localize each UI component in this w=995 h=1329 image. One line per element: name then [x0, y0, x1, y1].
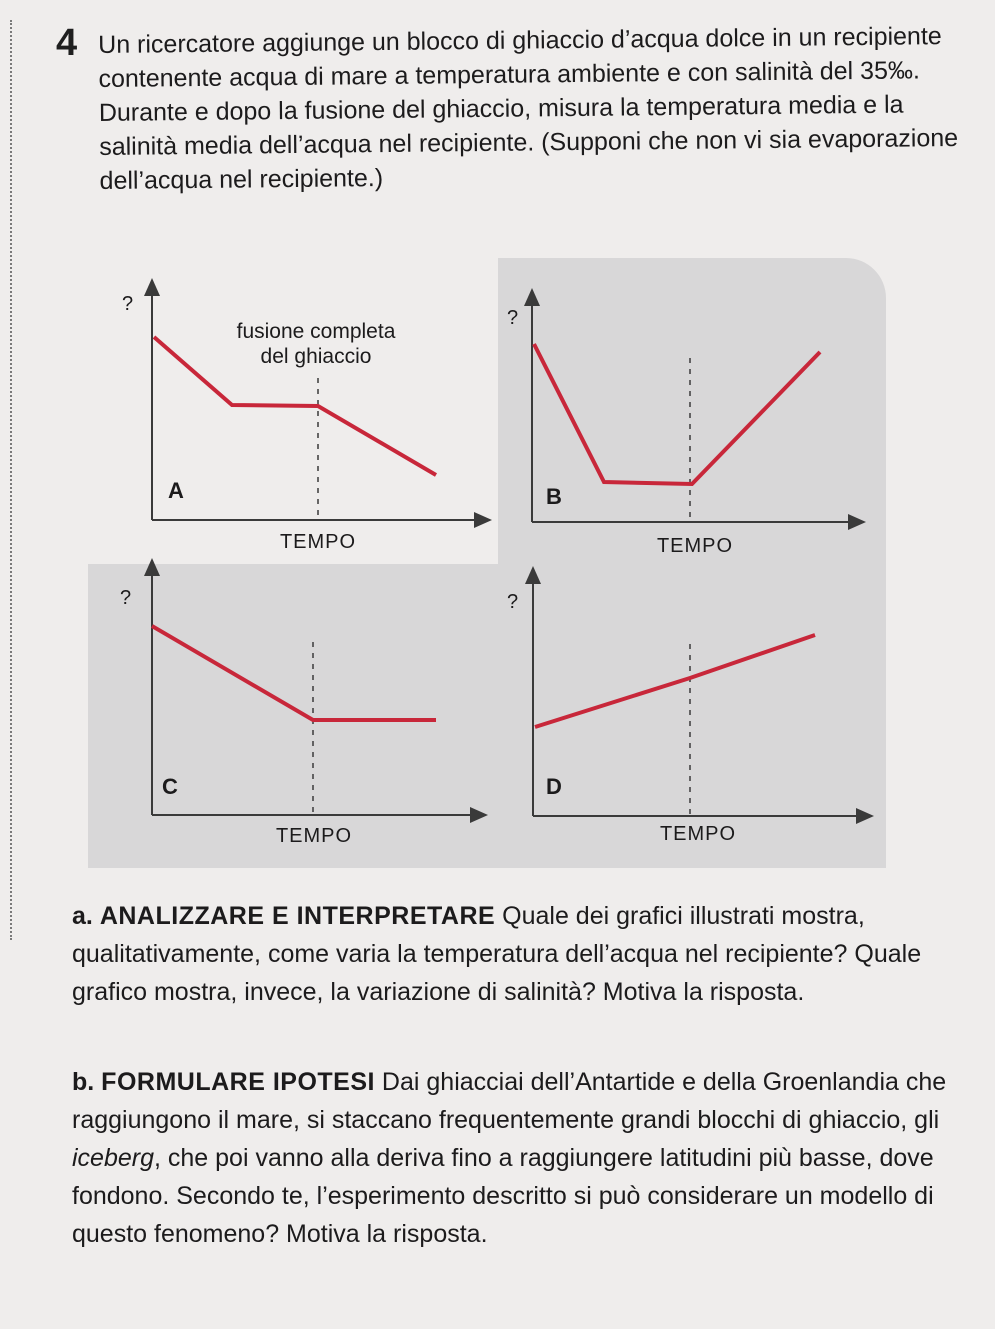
graph-d-y-label: ?	[507, 591, 519, 613]
graph-d-curve	[535, 635, 815, 727]
graph-a-x-label: TEMPO	[279, 531, 357, 553]
exercise-intro: Un ricercatore aggiunge un blocco di ghiaccio d’acqua dolce in un recipiente contenente acqua di mare a temperatura ambiente e con salinità del 35‰. Durante e dopo la fusione del ghiaccio, misura la temperatura media e la salinità media dell’acqua nel recipiente. (Supponi che non vi sia evaporazione dell’acqua nel recipiente.)	[98, 22, 959, 195]
question-a-keyword: ANALIZZARE E INTERPRETARE	[99, 902, 496, 930]
question-b-keyword: FORMULARE IPOTESI	[101, 1068, 375, 1096]
exercise-number: 4	[56, 22, 78, 64]
graph-d-x-label: TEMPO	[659, 823, 737, 845]
graph-c-curve	[152, 626, 436, 720]
question-a	[72, 897, 952, 1011]
graph-c-letter: C	[162, 774, 178, 799]
graph-c	[120, 566, 480, 847]
graph-b-curve	[534, 344, 820, 484]
graph-b-letter: B	[546, 484, 562, 509]
graph-c-y-label: ?	[120, 587, 132, 609]
graph-a	[122, 286, 484, 553]
question-b-italic-word: iceberg	[72, 1144, 154, 1172]
question-b-label: b.	[72, 1068, 95, 1096]
graph-a-y-label: ?	[122, 293, 134, 315]
graph-b	[507, 296, 858, 557]
graph-a-letter: A	[168, 478, 184, 503]
graph-a-annotation-line2: del ghiaccio	[260, 345, 372, 368]
question-b	[72, 1063, 952, 1253]
graph-b-x-label: TEMPO	[656, 535, 734, 557]
graph-a-annotation-line1: fusione completa	[236, 320, 396, 343]
graph-b-y-label: ?	[507, 307, 519, 329]
question-a-label: a.	[72, 902, 93, 930]
question-b-text-before: Dai ghiacciai dell’Antartide e della Groenlandia che raggiungono il mare, si staccano frequentemente grandi blocchi di ghiaccio, gli	[72, 1068, 947, 1134]
question-a-text: Quale dei grafici illustrati mostra, qualitativamente, come varia la temperatura dell’acqua nel recipiente? Quale grafico mostra, invece, la variazione di salinità? Motiva la risposta.	[72, 902, 922, 1006]
question-b-text-after: , che poi vanno alla deriva fino a raggiungere latitudini più basse, dove fondono. Secondo te, l’esperimento descritto si può considerare un modello di questo fenomeno? Motiva la risposta.	[72, 1144, 934, 1248]
graph-d	[507, 574, 866, 845]
graph-d-letter: D	[546, 774, 562, 799]
graph-c-x-label: TEMPO	[275, 825, 353, 847]
